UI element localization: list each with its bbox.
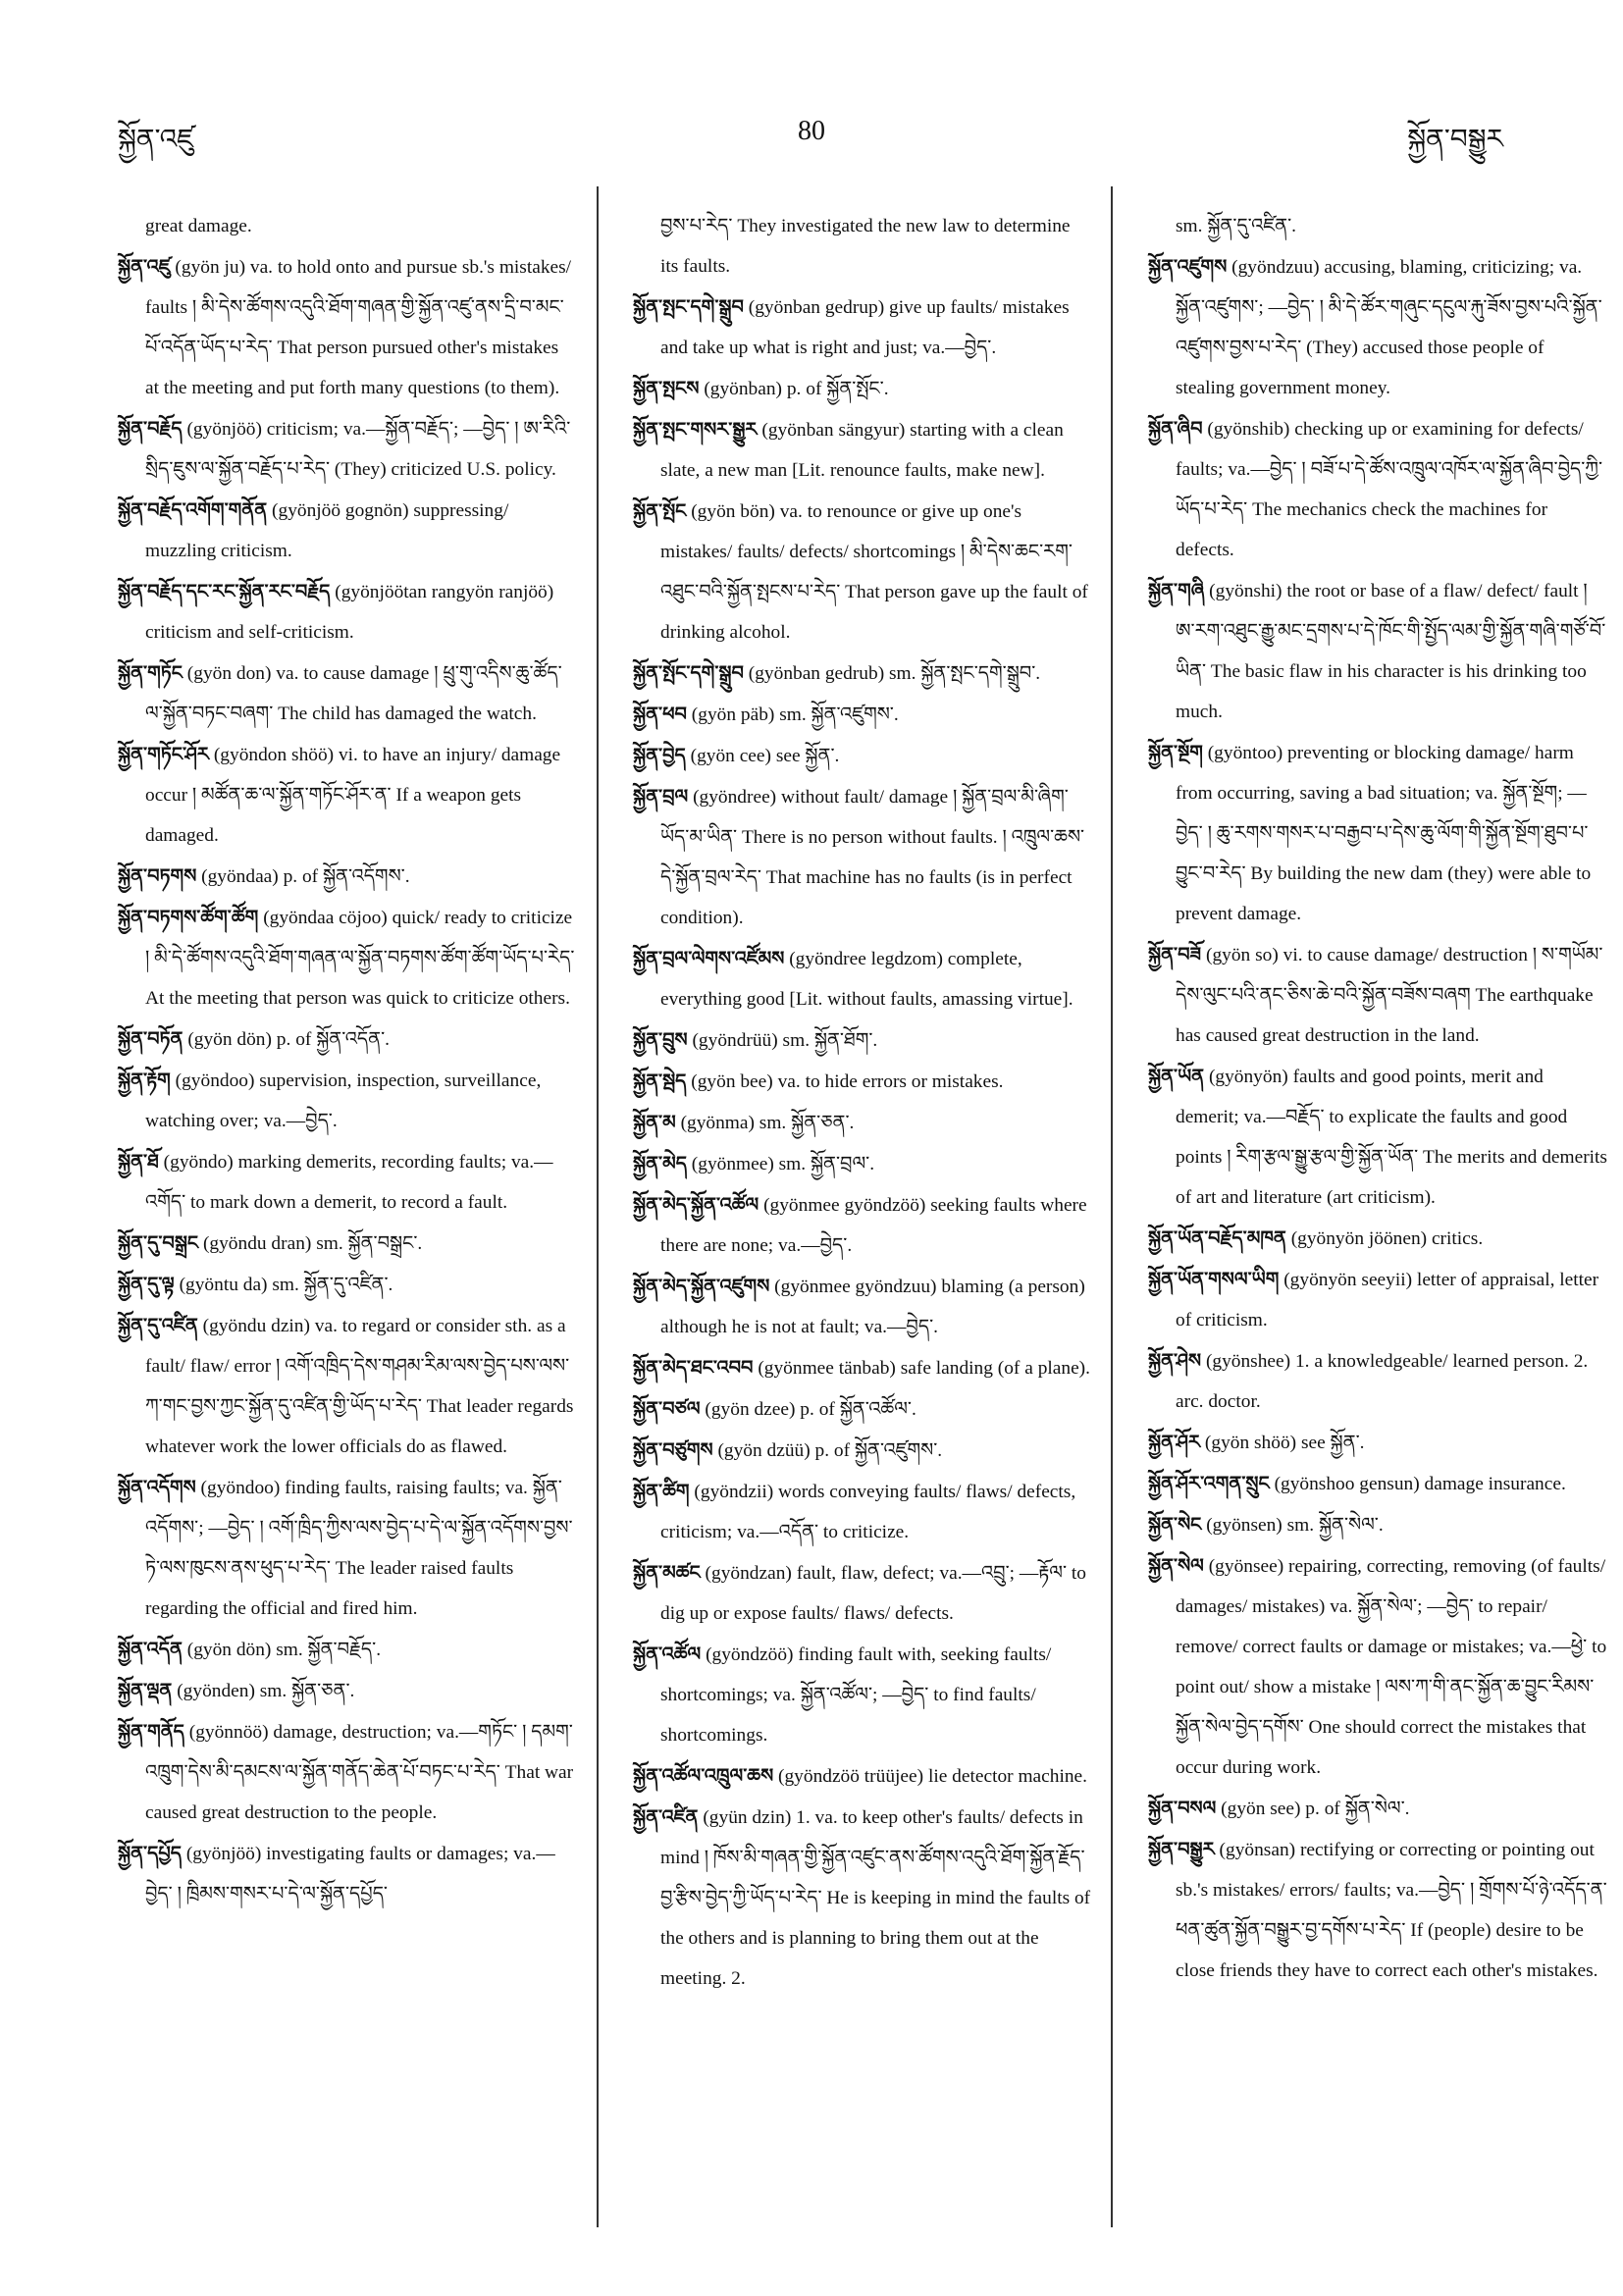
dictionary-entry xyxy=(1148,1504,1607,1545)
dictionary-entry xyxy=(633,776,1092,938)
entry-headword: སྐྱོན་བྱེད xyxy=(633,744,686,766)
entry-headword: སྐྱོན་སྤངས xyxy=(633,377,700,399)
column-divider xyxy=(1111,186,1113,2227)
dictionary-entry xyxy=(633,1430,1092,1471)
dictionary-entry xyxy=(118,1264,577,1305)
dictionary-entry xyxy=(1148,206,1607,246)
entry-headword: སྐྱོན་ཚིག xyxy=(633,1480,690,1502)
entry-definition: (gyönsan) rectifying or correcting or pointing out sb.'s mistakes/ errors/ faults; va.—བྱེད་ ། གྲོགས་པོ་ཉེ་འདོད་ན་ཕན་ཚུན་སྐྱོན་བསྒྱུར་བྱ་དགོས་པ་རེད་ If (people) desire to be close friends they have to correct each other's mistakes. xyxy=(1176,1840,1607,1981)
dictionary-entry xyxy=(633,1102,1092,1143)
entry-headword: སྐྱོན་གཞི xyxy=(1148,579,1205,601)
entry-headword: སྐྱོན་སྤང་དགེ་སྒྲུབ xyxy=(633,295,744,318)
entry-definition: (gyönshee) 1. a knowledgeable/ learned person. 2. arc. doctor. xyxy=(1176,1351,1589,1412)
dictionary-entry xyxy=(1148,1788,1607,1829)
dictionary-entry xyxy=(1148,1829,1607,1991)
dictionary-entry xyxy=(633,735,1092,776)
entry-headword: སྐྱོན་མེད xyxy=(633,1152,687,1174)
entry-headword: སྐྱོན་དུ་ལྟ xyxy=(118,1273,175,1295)
entry-headword: སྐྱོན་བཏགས་ཚོག་ཚོག xyxy=(118,906,259,928)
entry-definition: great damage. xyxy=(145,216,252,236)
dictionary-entry xyxy=(118,1711,577,1833)
entry-headword: སྐྱོན་འཛིན xyxy=(633,1805,699,1828)
entry-definition: (gyön so) vi. to cause damage/ destruction ། ས་གཡོམ་དེས་ལུང་པའི་ནང་ཅིས་ཆེ་བའི་སྐྱོན་བཟོས་བཞག The earthquake has caused great destruction in the land. xyxy=(1176,945,1603,1046)
entry-definition: (gyöntu da) sm. སྐྱོན་དུ་འཛིན་. xyxy=(174,1275,393,1295)
entry-definition: (gyönjöö) criticism; va.—སྐྱོན་བརྗོད་; —བྱེད་ ། ཨ་རིའི་སྲིད་ཇུས་ལ་སྐྱོན་བརྗོད་པ་རེད་ (They) criticized U.S. policy. xyxy=(145,419,571,480)
running-head-left: སྐྱོན་འཛུ xyxy=(118,125,194,155)
dictionary-entry xyxy=(633,1184,1092,1266)
running-head-right: སྐྱོན་བསྒྱུར xyxy=(1407,125,1503,155)
dictionary-entry xyxy=(1148,1218,1607,1259)
entry-definition: (gyöndu dran) sm. སྐྱོན་བསྒྲང་. xyxy=(198,1233,423,1254)
entry-headword: སྐྱོན་བྲལ་ལེགས་འཛོམས xyxy=(633,947,785,969)
dictionary-entry xyxy=(1148,408,1607,570)
dictionary-entry xyxy=(118,1629,577,1670)
dictionary-entry xyxy=(633,409,1092,491)
entry-headword: སྐྱོན་བྲལ xyxy=(633,785,689,808)
entry-definition: བྱས་པ་རེད་ They investigated the new law to determine its faults. xyxy=(660,216,1071,277)
entry-definition: (gyöndrüü) sm. སྐྱོན་ཐོག་. xyxy=(687,1030,878,1051)
entry-definition: (gyönnöö) damage, destruction; va.—གཏོང་ ། དམག་འཁྲུག་དེས་མི་དམངས་ལ་སྐྱོན་གནོད་ཆེན་པོ་བཏང་པ་རེད་ That war caused great destruction to the people. xyxy=(145,1722,574,1823)
entry-definition: (gyön bön) va. to renounce or give up one's mistakes/ faults/ defects/ shortcomings ། མི་དེས་ཆང་རག་འཐུང་བའི་སྐྱོན་སྤངས་པ་རེད་ That person gave up the fault of drinking alcohol. xyxy=(660,501,1088,643)
entry-definition: (gyöndo) marking demerits, recording faults; va.—འགོད་ to mark down a demerit, to record a fault. xyxy=(145,1152,553,1213)
entry-headword: སྐྱོན་བརྗོད་དང་རང་སྐྱོན་རང་བརྗོད xyxy=(118,580,331,602)
entry-headword: སྐྱོན་ཡོན་གསལ་ཡིག xyxy=(1148,1268,1280,1290)
entry-headword: སྐྱོན་འཛུགས xyxy=(1148,255,1228,278)
dictionary-entry xyxy=(633,491,1092,652)
entry-definition: (gyönjöötan rangyön ranjöö) criticism and self-criticism. xyxy=(145,582,554,643)
dictionary-entry xyxy=(1148,570,1607,732)
entry-headword: སྐྱོན་ཤེས xyxy=(1148,1349,1202,1372)
dictionary-entry xyxy=(118,856,577,897)
entry-headword: སྐྱོན་སྤོང xyxy=(633,499,687,522)
entry-headword: སྐྱོན་ཡོན་བརྗོད་མཁན xyxy=(1148,1226,1286,1249)
dictionary-entry xyxy=(1148,1056,1607,1218)
entry-headword: སྐྱོན་དུ་བསྒྲང xyxy=(118,1231,199,1254)
entry-definition: (gyöndree) without fault/ damage ། སྐྱོན་བྲལ་མི་ཞིག་ཡོད་མ་ཡིན་ There is no person without faults. ། འཁྲུལ་ཆས་དེ་སྐྱོན་བྲལ་རེད་ That machine has no faults (is in perfect condition). xyxy=(660,787,1085,928)
entry-definition: (gyön ju) va. to hold onto and pursue sb.'s mistakes/ faults ། མི་དེས་ཚོགས་འདུའི་ཐོག་གཞན་གྱི་སྐྱོན་འཛུ་ནས་དྲི་བ་མང་པོ་འདོན་ཡོད་པ་རེད་ That person pursued other's mistakes at the meeting and put forth many questions (to them). xyxy=(145,257,572,398)
entry-headword: སྐྱོན་ཤོར་འགན་སྲུང xyxy=(1148,1472,1270,1494)
entry-headword: སྐྱོན་བཏོན xyxy=(118,1027,183,1050)
dictionary-entry xyxy=(118,1060,577,1141)
dictionary-entry xyxy=(633,368,1092,409)
entry-definition: (gyön dzüü) p. of སྐྱོན་འཛུགས་. xyxy=(712,1440,943,1461)
entry-definition: (gyönyön) faults and good points, merit and demerit; va.—བརྗོད་ to explicate the faults and good points ། རིག་རྩལ་སྒྱུ་རྩལ་གྱི་སྐྱོན་ཡོན་ The merits and demerits of art and literature (art criticism). xyxy=(1176,1067,1607,1208)
entry-definition: (gyönmee tänbab) safe landing (of a plane). xyxy=(753,1358,1090,1379)
entry-headword: སྐྱོན་བཟོ xyxy=(1148,943,1202,965)
entry-definition: (gyönyön jöönen) critics. xyxy=(1285,1228,1484,1249)
entry-definition: (gyönjöö) investigating faults or damages; va.—བྱེད་ ། ཁྲིམས་གསར་པ་དེ་ལ་སྐྱོན་དཔྱོད་ xyxy=(145,1844,555,1905)
entry-definition: (gyöndaa) p. of སྐྱོན་འདོགས་. xyxy=(196,866,410,887)
page-number: 80 xyxy=(798,116,825,146)
dictionary-entry xyxy=(118,1141,577,1223)
entry-headword: སྐྱོན་མེད་སྐྱོན་འཚོལ xyxy=(633,1193,759,1216)
entry-definition: (gyön shöö) see སྐྱོན་. xyxy=(1200,1433,1365,1453)
entry-definition: (gyönsee) repairing, correcting, removing (of faults/ damages/ mistakes) va. སྐྱོན་སེལ་; —བྱེད་ to repair/ remove/ correct faults or damage or mistakes; va.—ཕྱེ་ to point out/ show a mistake ། ལས་ཀ་གི་ནང་སྐྱོན་ཆ་བྱུང་རིམས་སྐྱོན་སེལ་བྱེད་དགོས་ One should correct the mistakes that occur during work. xyxy=(1176,1556,1607,1778)
entry-definition: (gyönshoo gensun) damage insurance. xyxy=(1269,1474,1566,1494)
entry-headword: སྐྱོན་བཙལ xyxy=(633,1397,701,1420)
column-divider xyxy=(597,186,599,2227)
dictionary-entry xyxy=(1148,1463,1607,1504)
entry-headword: སྐྱོན་མ xyxy=(633,1111,676,1133)
dictionary-entry xyxy=(633,1347,1092,1388)
entry-definition: (gyönmee gyöndzöö) seeking faults where there are none; va.—བྱེད་. xyxy=(660,1195,1087,1256)
entry-headword: སྐྱོན་ཡོན xyxy=(1148,1065,1205,1087)
entry-definition: (gyöndzöö) finding fault with, seeking faults/ shortcomings; va. སྐྱོན་འཚོལ་; —བྱེད་ to find faults/ shortcomings. xyxy=(660,1644,1052,1746)
dictionary-entry xyxy=(1148,1422,1607,1463)
entry-headword: སྐྱོན་བཏགས xyxy=(118,864,197,887)
entry-definition: (gyöntoo) preventing or blocking damage/ harm from occurring, saving a bad situation; va. སྐྱོན་སྔོག; —བྱེད་ ། ཆུ་རགས་གསར་པ་བརྒྱབ་པ་དེས་ཆུ་ལོག་གི་སྐྱོན་སྔོག་ཐུབ་པ་བྱུང་བ་རེད་ By building the new dam (they) were able to prevent damage. xyxy=(1176,743,1592,924)
entry-definition: (gyön dön) p. of སྐྱོན་འདོན་. xyxy=(183,1029,391,1050)
dictionary-entry xyxy=(118,734,577,856)
entry-headword: སྐྱོན་རྟོག xyxy=(118,1069,171,1091)
dictionary-entry xyxy=(633,206,1092,287)
entry-definition: (gyönshi) the root or base of a flaw/ defect/ fault ། ཨ་རག་འཐུང་རྒྱུ་མང་དྲགས་པ་དེ་ཁོང་གི་སྤྱོད་ལམ་གྱི་སྐྱོན་གཞི་གཙོ་བོ་ཡིན་ The basic flaw in his character is his drinking too much. xyxy=(1176,581,1606,722)
entry-headword: སྐྱོན་སེལ xyxy=(1148,1554,1204,1577)
dictionary-entry xyxy=(633,1061,1092,1102)
dictionary-entry xyxy=(633,1755,1092,1797)
entry-headword: སྐྱོན་མེད་ཐང་འབབ xyxy=(633,1356,754,1379)
entry-definition: (gyönban sängyur) starting with a clean slate, a new man [Lit. renounce faults, make new]. xyxy=(660,420,1064,481)
entry-headword: སྐྱོན་སྤང་གསར་སྒྱུར xyxy=(633,418,758,441)
entry-headword: སྐྱོན་ཞིབ xyxy=(1148,417,1203,440)
entry-definition: (gyön dzee) p. of སྐྱོན་འཚོལ་. xyxy=(700,1399,916,1420)
dictionary-entry xyxy=(118,652,577,734)
entry-headword: སྐྱོན་མེད་སྐྱོན་འཛུགས xyxy=(633,1275,770,1297)
dictionary-column-2 xyxy=(633,206,1092,1999)
entry-definition: (gyöndree legdzom) complete, everything good [Lit. without faults, amassing virtue]. xyxy=(660,949,1073,1010)
entry-headword: སྐྱོན་འདོན xyxy=(118,1638,183,1660)
entry-definition: (gyönmee) sm. སྐྱོན་བྲལ་. xyxy=(686,1154,875,1174)
dictionary-entry xyxy=(633,1552,1092,1634)
entry-definition: (gyön cee) see སྐྱོན་. xyxy=(685,746,840,766)
entry-headword: སྐྱོན་འཚོལ་འཁྲུལ་ཆས xyxy=(633,1764,774,1787)
dictionary-entry xyxy=(1148,1340,1607,1422)
dictionary-entry xyxy=(118,897,577,1018)
entry-headword: སྐྱོན་ཤོར xyxy=(1148,1431,1201,1453)
dictionary-entry xyxy=(633,1797,1092,1999)
dictionary-entry xyxy=(118,1670,577,1711)
dictionary-entry xyxy=(633,694,1092,735)
entry-definition: (gyön dön) sm. སྐྱོན་བརྗོད་. xyxy=(182,1640,382,1660)
entry-headword: སྐྱོན་དཔྱོད xyxy=(118,1842,182,1864)
entry-definition: (gyöndoo) supervision, inspection, surveillance, watching over; va.—བྱེད་. xyxy=(145,1070,542,1131)
entry-definition: sm. སྐྱོན་དུ་འཛིན་. xyxy=(1176,216,1297,236)
entry-definition: (gyönmee gyöndzuu) blaming (a person) although he is not at fault; va.—བྱེད་. xyxy=(660,1277,1085,1337)
entry-definition: (gyöndon shöö) vi. to have an injury/ damage occur ། མཚོན་ཆ་ལ་སྐྱོན་གཏོང་ཤོར་ན་ If a weapon gets damaged. xyxy=(145,745,561,846)
entry-headword: སྐྱོན་འཛུ xyxy=(118,255,171,278)
entry-definition: (gyöndu dzin) va. to regard or consider sth. as a fault/ flaw/ error ། འགོ་འཁྲིད་དེས་གཤམ་རིམ་ལས་བྱེད་པས་ལས་ཀ་གང་བྱས་ཀྱང་སྐྱོན་དུ་འཛིན་གྱི་ཡོད་པ་རེད་ That leader regards whatever work the lower officials do as flawed. xyxy=(145,1316,574,1457)
dictionary-entry xyxy=(633,1019,1092,1061)
entry-definition: (gyönsen) sm. སྐྱོན་སེལ་. xyxy=(1201,1515,1384,1536)
dictionary-entry xyxy=(1148,1545,1607,1788)
dictionary-entry xyxy=(1148,1259,1607,1340)
entry-definition: (gyönyön seeyii) letter of appraisal, letter of criticism. xyxy=(1176,1270,1599,1331)
dictionary-entry xyxy=(118,1018,577,1060)
entry-definition: (gyöndzöö trüüjee) lie detector machine. xyxy=(773,1766,1087,1787)
entry-definition: (gyöndzan) fault, flaw, defect; va.—འབྲུ་; —རྟོལ་ to dig up or expose faults/ flaws/ defects. xyxy=(660,1563,1087,1624)
entry-definition: (gyöndoo) finding faults, raising faults; va. སྐྱོན་འདོགས་; —བྱེད་ ། འགོ་ཁྲིད་ཀྱིས་ལས་བྱེད་པ་དེ་ལ་སྐྱོན་འདོགས་བྱས་ཏེ་ལས་ཁུངས་ནས་ཕུད་པ་རེད་ The leader raised faults regarding the official and fired him. xyxy=(145,1478,573,1619)
entry-definition: (gyöndaa cöjoo) quick/ ready to criticize ། མི་དེ་ཚོགས་འདུའི་ཐོག་གཞན་ལ་སྐྱོན་བཏགས་ཚོག་ཚོག་ཡོད་པ་རེད་ At the meeting that person was quick to criticize others. xyxy=(145,908,575,1009)
entry-headword: སྐྱོན་སྤོང་དགེ་སྒྲུབ xyxy=(633,661,744,684)
entry-definition: (gyönshib) checking up or examining for defects/ faults; va.—བྱེད་ ། བཟོ་པ་དེ་ཚོས་འཁྲུལ་འཁོར་ལ་སྐྱོན་ཞིབ་བྱེད་ཀྱི་ཡོད་པ་རེད་ The mechanics check the machines for defects. xyxy=(1176,419,1603,560)
dictionary-entry xyxy=(118,490,577,571)
entry-headword: སྐྱོན་གཏོང xyxy=(118,661,183,684)
dictionary-entry xyxy=(118,571,577,652)
entry-headword: སྐྱོན་མཚང xyxy=(633,1561,701,1584)
dictionary-column-1 xyxy=(118,206,577,1914)
dictionary-entry xyxy=(633,652,1092,694)
dictionary-column-3 xyxy=(1148,206,1607,1991)
entry-headword: སྐྱོན་སྦེད xyxy=(633,1070,687,1092)
dictionary-entry xyxy=(633,287,1092,368)
entry-definition: (gyöndzuu) accusing, blaming, criticizing; va. སྐྱོན་འཛུགས་; —བྱེད་ ། མི་དེ་ཚོར་གཞུང་དངུལ་རྐུ་ཟོས་བྱས་པའི་སྐྱོན་འཛུགས་བྱས་པ་རེད་ (They) accused those people of stealing government money. xyxy=(1176,257,1602,398)
entry-headword: སྐྱོན་བརྗོད xyxy=(118,417,183,440)
dictionary-entry xyxy=(633,1634,1092,1755)
dictionary-entry xyxy=(633,1471,1092,1552)
entry-headword: སྐྱོན་གནོད xyxy=(118,1720,184,1743)
dictionary-entry xyxy=(633,1143,1092,1184)
dictionary-entry xyxy=(118,408,577,490)
dictionary-entry xyxy=(1148,934,1607,1056)
entry-headword: སྐྱོན་བཙུགས xyxy=(633,1438,713,1461)
entry-headword: སྐྱོན་བསྒྱུར xyxy=(1148,1838,1215,1860)
entry-headword: སྐྱོན་བསལ xyxy=(1148,1797,1217,1819)
dictionary-entry xyxy=(633,938,1092,1019)
entry-definition: (gyön see) p. of སྐྱོན་སེལ་. xyxy=(1216,1799,1410,1819)
entry-definition: (gyöndzii) words conveying faults/ flaws/ defects, criticism; va.—འདོན་ to criticize. xyxy=(660,1482,1076,1542)
entry-definition: (gyün dzin) 1. va. to keep other's faults/ defects in mind ། ཁོས་མི་གཞན་གྱི་སྐྱོན་འཛུང་ནས་ཚོགས་འདུའི་ཐོག་སྐྱོན་རྗོད་བྱ་རྩིས་བྱེད་ཀྱི་ཡོད་པ་རེད་ He is keeping in mind the faults of the others and is planning to bring them out at the meeting. 2. xyxy=(660,1807,1091,1989)
entry-definition: (gyönden) sm. སྐྱོན་ཅན་. xyxy=(172,1681,355,1701)
entry-definition: (gyön päb) sm. སྐྱོན་འཛུགས་. xyxy=(686,704,899,725)
dictionary-entry xyxy=(633,1388,1092,1430)
entry-definition: (gyönma) sm. སྐྱོན་ཅན་. xyxy=(675,1113,855,1133)
entry-headword: སྐྱོན་ཕབ xyxy=(633,703,687,725)
dictionary-entry xyxy=(118,1833,577,1914)
entry-headword: སྐྱོན་འདོགས xyxy=(118,1476,196,1498)
entry-definition: (gyön bee) va. to hide errors or mistakes. xyxy=(686,1071,1004,1092)
dictionary-entry xyxy=(118,1467,577,1629)
entry-headword: སྐྱོན་ཐོ xyxy=(118,1150,159,1173)
entry-definition: (gyönban gedrup) give up faults/ mistakes and take up what is right and just; va.—བྱེད་. xyxy=(660,297,1070,358)
dictionary-entry xyxy=(633,1266,1092,1347)
dictionary-entry xyxy=(118,1223,577,1264)
dictionary-entry xyxy=(118,206,577,246)
dictionary-entry xyxy=(118,1305,577,1467)
entry-headword: སྐྱོན་བྲུས xyxy=(633,1028,688,1051)
entry-headword: སྐྱོན་ལྡན xyxy=(118,1679,173,1701)
entry-headword: སྐྱོན་འཚོལ xyxy=(633,1643,702,1665)
entry-headword: སྐྱོན་བརྗོད་འགོག་གནོན xyxy=(118,498,268,521)
dictionary-entry xyxy=(1148,246,1607,408)
entry-headword: སྐྱོན་སྔོག xyxy=(1148,741,1203,763)
dictionary-entry xyxy=(1148,732,1607,934)
entry-headword: སྐྱོན་དུ་འཛིན xyxy=(118,1314,198,1336)
entry-headword: སྐྱོན་གཏོང་ཤོར xyxy=(118,743,209,765)
entry-definition: (gyön don) va. to cause damage ། ཕྲུ་གུ་འདིས་ཆུ་ཚོད་ལ་སྐྱོན་བཏང་བཞག་ The child has damaged the watch. xyxy=(145,663,562,724)
entry-headword: སྐྱོན་སེང xyxy=(1148,1513,1202,1536)
entry-definition: (gyönban) p. of སྐྱོན་སྤོང་. xyxy=(699,379,889,399)
entry-definition: (gyönban gedrub) sm. སྐྱོན་སྤང་དགེ་སྒྲུབ་. xyxy=(743,663,1041,684)
entry-definition: (gyönjöö gognön) suppressing/ muzzling criticism. xyxy=(145,500,509,561)
dictionary-entry xyxy=(118,246,577,408)
